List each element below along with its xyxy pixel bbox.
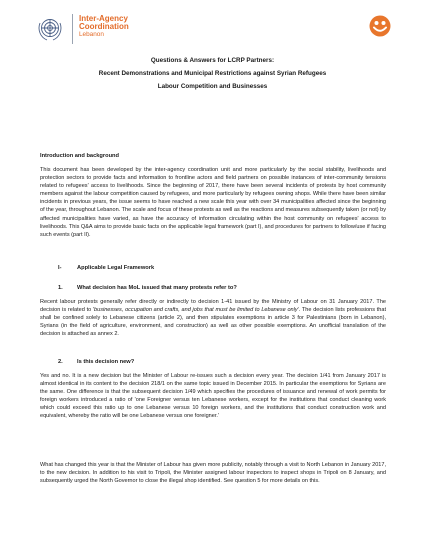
part-1-num: I- <box>58 265 62 271</box>
q2-paragraph-1 <box>40 372 386 421</box>
org-line-2: Coordination <box>79 22 129 31</box>
q1-body <box>40 298 386 338</box>
q2-paragraph-2 <box>40 461 386 485</box>
q1-num: 1. <box>58 285 63 291</box>
title-line-1: Questions & Answers for LCRP Partners: <box>150 57 275 64</box>
intro-body: This document has been developed by the inter-agency coordination unit and more particularly by the social stability, livelihoods and protection sectors to provide facts and information to frontline actors and field partners on possible instances of inter-community tensions related to refugees' access to livelihoods. Since the beginning of 2017, there have been several incidents of protests by host community members against the labour competition caused by refugees, and more particularly by refugees owning shops. While there have been similar incidents in previous years, the issue seems to have reached a new scale this year with over 34 municipalities affected since the beginning of the year, throughout Lebanon. The scale and focus of these protests as well as the reactions and measures subsequently taken (or not) by affected municipalities have varied, as have the accuracy of information circulating within the host community on refugees' access to livelihoods. This Q&A aims to provide basic facts on the applicable legal framework (part I), and procedures for partners to follow/use if facing such events (part II). <box>40 167 386 238</box>
intro-paragraph <box>40 166 386 239</box>
title-line-3: Labour Competition and Businesses <box>157 83 268 90</box>
org-line-3: Lebanon <box>79 31 104 38</box>
part-1-label: Applicable Legal Framework <box>77 265 155 271</box>
smile-logo-icon <box>369 15 391 37</box>
un-emblem-icon <box>36 14 64 42</box>
q1-body-italic: businesses, occupation and crafts, and jobs that must be limited to Lebanese only <box>94 307 298 314</box>
logo-divider <box>72 14 73 44</box>
q1-paragraph <box>40 298 386 338</box>
q1-body-a: Recent labour protests generally refer directly or indirectly to decision 1-41 issued by the Ministry of Labour on 31 January 2017. The decision is related to ' <box>40 299 386 314</box>
q2-body-2: What has changed this year is that the Minister of Labour has given more publicity, notably through a visit to North Lebanon in January 2017, to the new decision. In addition to his visit to Tripoli, the Minister assigned labour inspectors to inspect shops in Tripoli on 8 January, and subsequently urged the North Governor to close the illegal shop identified. See question 5 for more details on this. <box>40 462 386 485</box>
q1-body-b: '. The decision lists professions that shall be confined solely to Lebanese citizens (article 2), and then stipulates exemptions in article 3 for Palestinians (born in Lebanon), Syrians (in the field of agriculture, environment, and construction) as well as other possible exemptions. An unofficial translation of the decision is attached as annex 2. <box>40 307 386 338</box>
q2-num: 2. <box>58 359 63 365</box>
q2-label: Is this decision new? <box>77 359 135 365</box>
title-line-2: Recent Demonstrations and Municipal Restrictions against Syrian Refugees <box>98 70 327 77</box>
org-line-1: Inter-Agency <box>79 14 128 23</box>
org-name <box>79 15 129 39</box>
q2-body-1: Yes and no. It is a new decision but the Minister of Labour re-issues such a decision every year. The decision 1/41 from January 2017 is almost identical in its content to the decision 218/1 on the same topic issued in December 2015. In particular the exemptions for Syrians are the same. One difference is that the subsequent decision 1/49 which specifies the procedures of issuance and renewal of work permits for foreign workers introduced a ratio of 'one Foreigner versus ten Lebanese workers, except for the institutions that conduct cleaning work which could exceed this ratio up to one Lebanese versus 10 foreign workers, and the institutions that conduct construction work and equivalent, whereby the ratio will be one Lebanese versus one foreigner.' <box>40 373 386 420</box>
q1-label: What decision has MoL issued that many protests refer to? <box>77 285 237 291</box>
intro-heading: Introduction and background <box>40 153 119 159</box>
